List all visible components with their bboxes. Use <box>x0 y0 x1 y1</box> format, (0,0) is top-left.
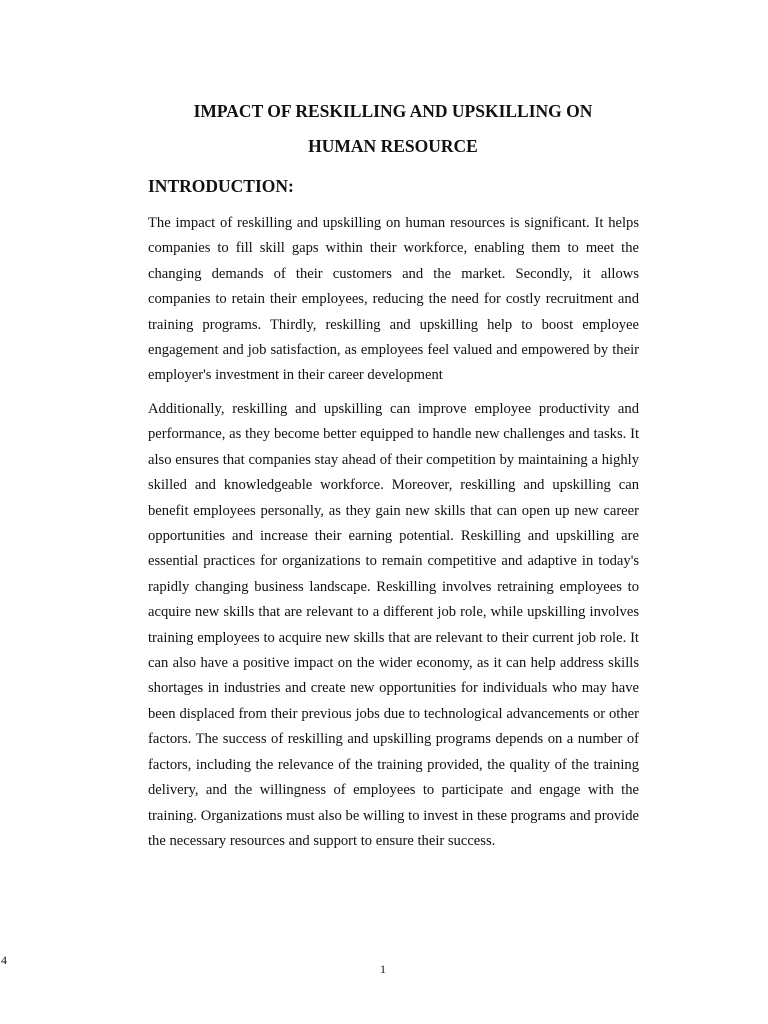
paragraph-2: Additionally, reskilling and upskilling can improve employee productivity and performance, as they become better equipped to handle new challenges and tasks. It also ensures that companies stay ahead of their competition by maintaining a highly skilled and knowledgeable workforce. Moreover, reskilling and upskilling can benefit employees personally, as they gain new skills that can open up new career opportunities and increase their earning potential. Reskilling and upskilling are essential practices for organizations to remain competitive and adaptive in today's rapidly changing business landscape. Reskilling involves retraining employees to acquire new skills that are relevant to a different job role, while upskilling involves training employees to acquire new skills that are relevant to their current job role. It can also have a positive impact on the wider economy, as it can help address skills shortages in industries and create new opportunities for individuals who may have been displaced from their previous jobs due to technological advancements or other factors. The success of reskilling and upskilling programs depends on a number of factors, including the relevance of the training provided, the quality of the training delivery, and the willingness of employees to participate and engage with the training. Organizations must also be willing to invest in these programs and provide the necessary resources and support to ensure their success. <box>148 401 639 849</box>
document-title-line-1: IMPACT OF RESKILLING AND UPSKILLING ON <box>193 101 593 121</box>
paragraph-1: The impact of reskilling and upskilling on human resources is significant. It helps companies to fill skill gaps within their workforce, enabling them to meet the changing demands of their customers and the market. Secondly, it allows companies to retain their employees, reducing the need for costly recruitment and training programs. Thirdly, reskilling and upskilling help to boost employee engagement and job satisfaction, as employees feel valued and empowered by their employer's investment in their career development <box>148 215 639 384</box>
section-heading: INTRODUCTION: <box>148 176 294 196</box>
page-number: 1 <box>380 962 386 976</box>
document-title-line-2: HUMAN RESOURCE <box>308 136 478 156</box>
margin-number: 4 <box>1 953 7 967</box>
